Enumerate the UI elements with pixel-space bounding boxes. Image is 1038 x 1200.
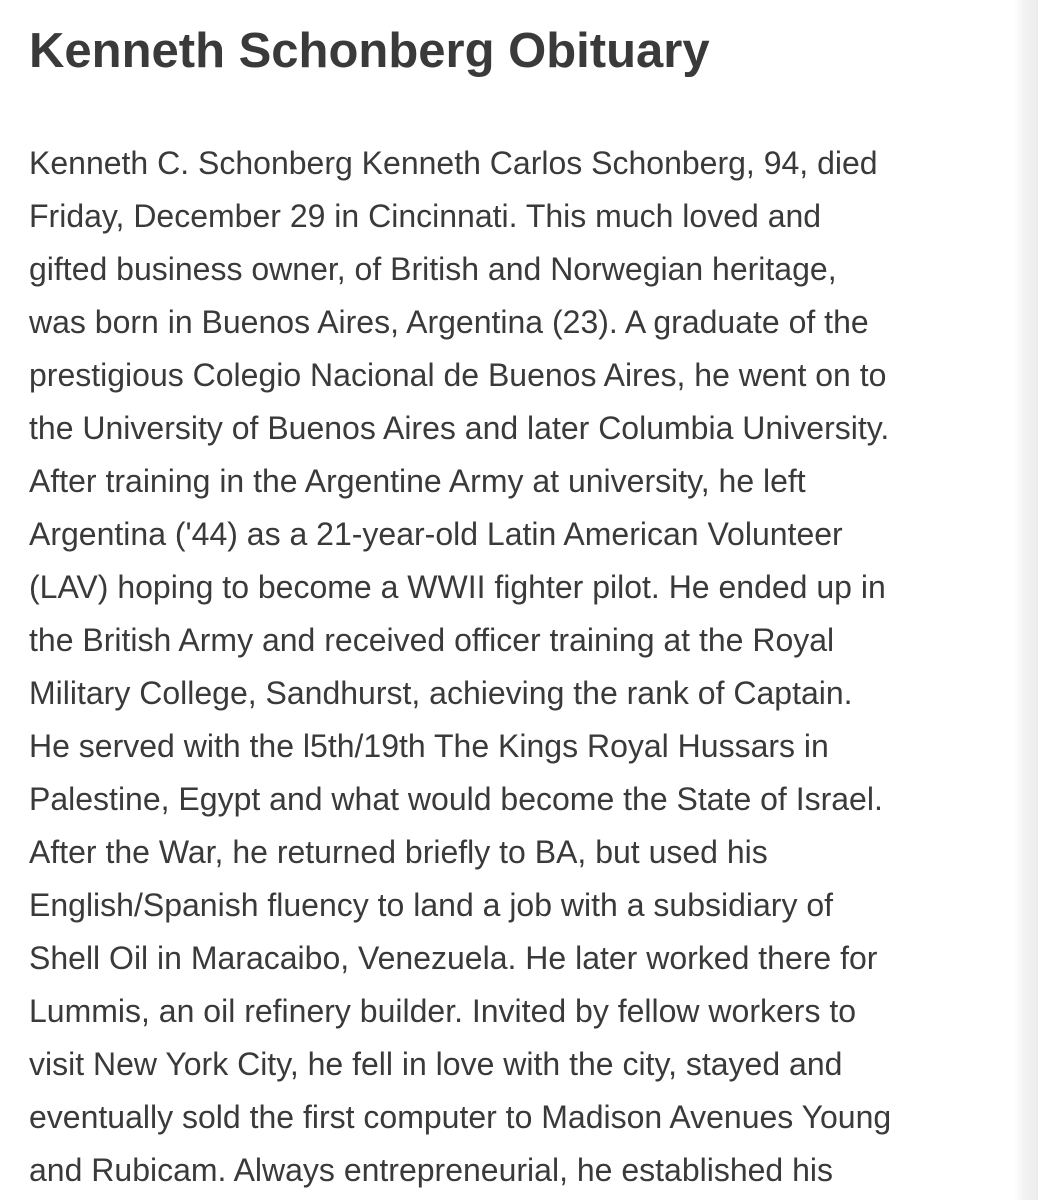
body-line: He served with the l5th/19th The Kings Royal Hussars in [29,728,829,764]
body-line: Friday, December 29 in Cincinnati. This much loved and [29,198,822,234]
body-line: was born in Buenos Aires, Argentina (23). A graduate of the [29,304,869,340]
body-line: prestigious Colegio Nacional de Buenos Aires, he went on to [29,357,887,393]
body-line: Argentina ('44) as a 21-year-old Latin American Volunteer [29,516,843,552]
obituary-body [29,137,1019,1197]
page-edge-shadow [1014,0,1038,1200]
body-line: visit New York City, he fell in love with the city, stayed and [29,1046,843,1082]
body-line: gifted business owner, of British and Norwegian heritage, [29,251,837,287]
body-line: After training in the Argentine Army at university, he left [29,463,806,499]
body-line: (LAV) hoping to become a WWII fighter pilot. He ended up in [29,569,886,605]
page-title: Kenneth Schonberg Obituary [29,24,710,78]
body-line: Military College, Sandhurst, achieving the rank of Captain. [29,675,853,711]
body-line: the University of Buenos Aires and later Columbia University. [29,410,890,446]
body-line: Lummis, an oil refinery builder. Invited by fellow workers to [29,993,857,1029]
body-line: Palestine, Egypt and what would become the State of Israel. [29,781,883,817]
body-line: English/Spanish fluency to land a job with a subsidiary of [29,887,834,923]
body-line: Kenneth C. Schonberg Kenneth Carlos Schonberg, 94, died [29,145,878,181]
body-line: Shell Oil in Maracaibo, Venezuela. He later worked there for [29,940,878,976]
body-line: After the War, he returned briefly to BA, but used his [29,834,768,870]
body-line: and Rubicam. Always entrepreneurial, he established his [29,1152,834,1188]
body-line: eventually sold the first computer to Madison Avenues Young [29,1099,892,1135]
body-line: the British Army and received officer training at the Royal [29,622,835,658]
